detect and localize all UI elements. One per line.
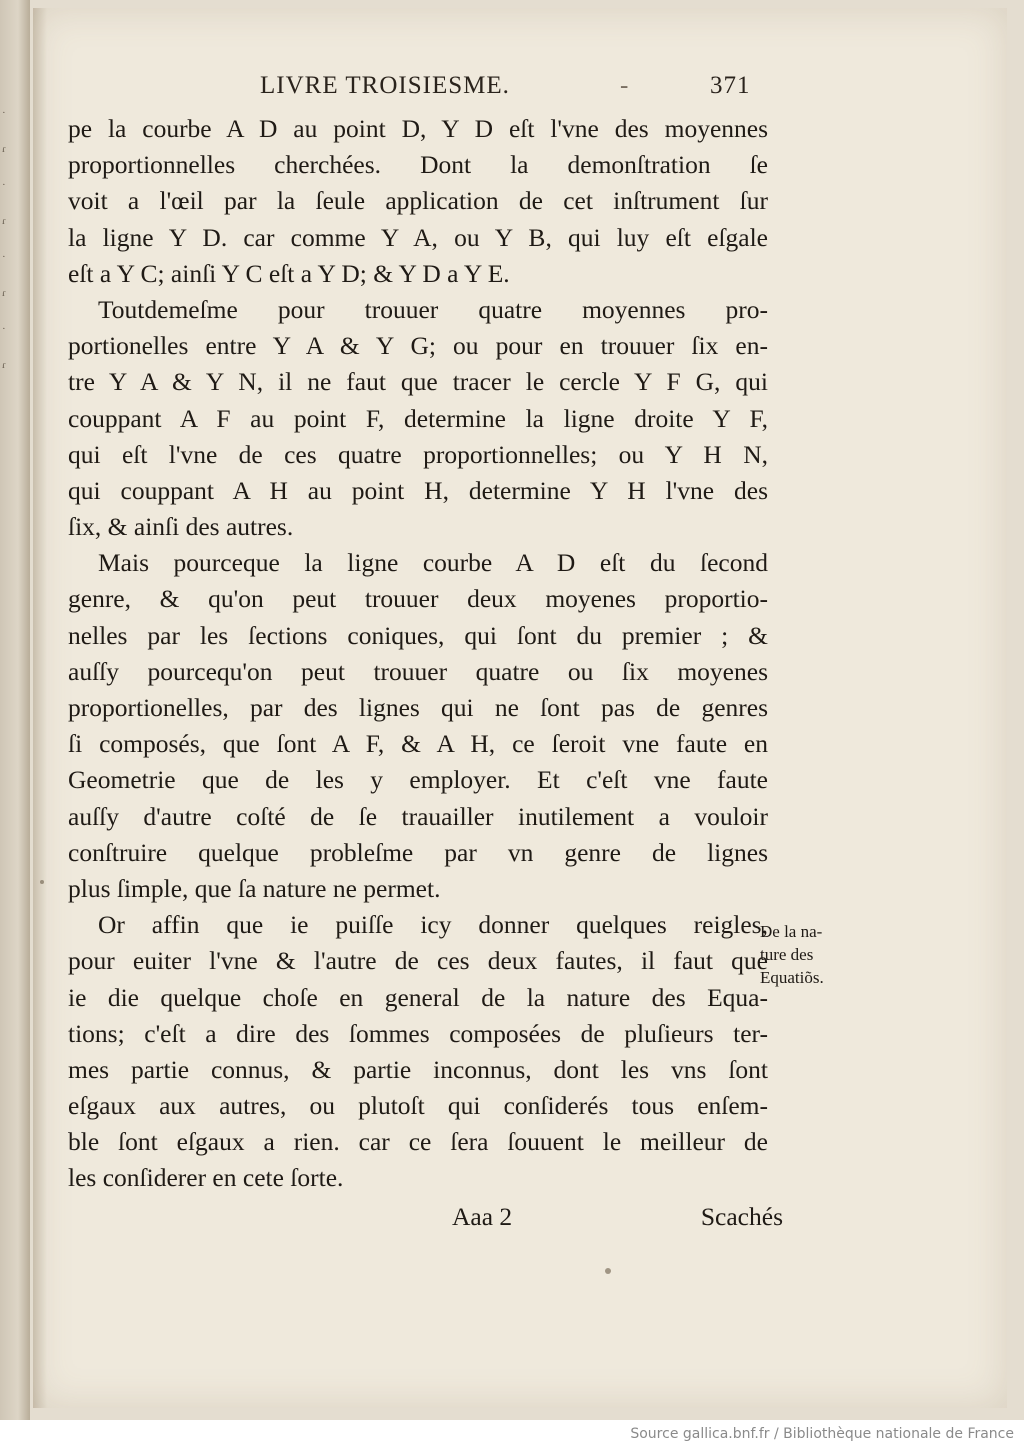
paragraph-first-line: Toutdemeſme pour trouuer quatre moyennes pro- bbox=[98, 294, 768, 324]
page-number: 371 bbox=[710, 72, 751, 99]
text-line: eſt a Y C; ainſi Y C eſt a Y D; & Y D a Y E. bbox=[68, 258, 510, 288]
text-line: pe la courbe A D au point D, Y D eſt l'vne des moyennes bbox=[68, 114, 768, 143]
text-line: ſi composés, que ſont A F, & A H, ce ſeroit vne faute en bbox=[68, 729, 768, 759]
text-line: ble ſont eſgaux a rien. car ce ſera ſouuent le meilleur de bbox=[68, 1127, 768, 1157]
text-line: eſgaux aux autres, ou plutoſt qui conſiderés tous enſem- bbox=[68, 1091, 768, 1121]
text-line: voit a l'œil par la ſeule application de cet inſtrument ſur bbox=[68, 186, 768, 216]
running-head-dash: - bbox=[620, 72, 630, 99]
marginal-note bbox=[760, 920, 860, 989]
paper-speck bbox=[40, 880, 44, 884]
text-line: couppant A F au point F, determine la ligne droite Y F, bbox=[68, 403, 768, 433]
source-attribution: Source gallica.bnf.fr / Bibliothèque nationale de France bbox=[630, 1426, 1014, 1442]
previous-page-fragments: · ɾ · ɾ · ɾ · ɾ bbox=[2, 107, 6, 371]
marginal-note-line: Equatiõs. bbox=[760, 968, 824, 987]
catchword: Scachés bbox=[700, 1202, 783, 1231]
text-line: les conſiderer en cete ſorte. bbox=[68, 1163, 344, 1193]
body-text bbox=[68, 111, 768, 1197]
text-line: auſſy pourcequ'on peut trouuer quatre ou ſix moyenes bbox=[68, 656, 768, 686]
text-line: genre, & qu'on peut trouuer deux moyenes proportio- bbox=[68, 584, 768, 614]
marginal-note-line: ture des bbox=[760, 945, 814, 964]
marginal-note-line: De la na- bbox=[760, 922, 823, 941]
paragraph-first-line: Or affin que ie puiſſe icy donner quelques reigles, bbox=[98, 910, 768, 940]
source-bar bbox=[0, 1420, 1024, 1451]
text-line: conſtruire quelque probleſme par vn genre de lignes bbox=[68, 837, 768, 867]
text-line: Geometrie que de les y employer. Et c'eſt vne faute bbox=[68, 765, 768, 795]
text-line: plus ſimple, que ſa nature ne permet. bbox=[68, 873, 441, 903]
text-line: proportionnelles cherchées. Dont la demonſtration ſe bbox=[68, 150, 768, 180]
paragraph-first-line: Mais pourceque la ligne courbe A D eſt du ſecond bbox=[98, 548, 768, 578]
text-line: portionelles entre Y A & Y G; ou pour en trouuer ſix en- bbox=[68, 331, 768, 361]
previous-page-edge bbox=[0, 0, 30, 1420]
text-line: proportionelles, par des lignes qui ne ſont pas de genres bbox=[68, 693, 768, 722]
signature-mark: Aaa 2 bbox=[452, 1202, 513, 1231]
paper-speck bbox=[605, 1268, 611, 1274]
text-line: tions; c'eſt a dire des ſommes composées de pluſieurs ter- bbox=[68, 1018, 768, 1048]
text-line: auſſy d'autre coſté de ſe trauailler inutilement a vouloir bbox=[68, 801, 768, 831]
page-footer bbox=[68, 1202, 783, 1238]
page-gutter-shadow bbox=[33, 8, 47, 1408]
text-line: qui eſt l'vne de ces quatre proportionnelles; ou Y H N, bbox=[68, 439, 768, 469]
text-line: mes partie connus, & partie inconnus, dont les vns ſont bbox=[68, 1054, 768, 1084]
text-line: nelles par les ſections coniques, qui ſont du premier ; & bbox=[68, 620, 768, 650]
text-line: la ligne Y D. car comme Y A, ou Y B, qui luy eſt eſgale bbox=[68, 222, 768, 252]
text-line: tre Y A & Y N, il ne faut que tracer le cercle Y F G, qui bbox=[68, 367, 768, 397]
text-line: ſix, & ainſi des autres. bbox=[68, 512, 294, 542]
running-head-title: LIVRE TROISIESME. bbox=[260, 72, 510, 99]
text-line: qui couppant A H au point H, determine Y H l'vne des bbox=[68, 475, 768, 505]
text-line: pour euiter l'vne & l'autre de ces deux fautes, il faut que bbox=[68, 946, 768, 976]
text-line: ie die quelque choſe en general de la nature des Equa- bbox=[68, 982, 768, 1012]
